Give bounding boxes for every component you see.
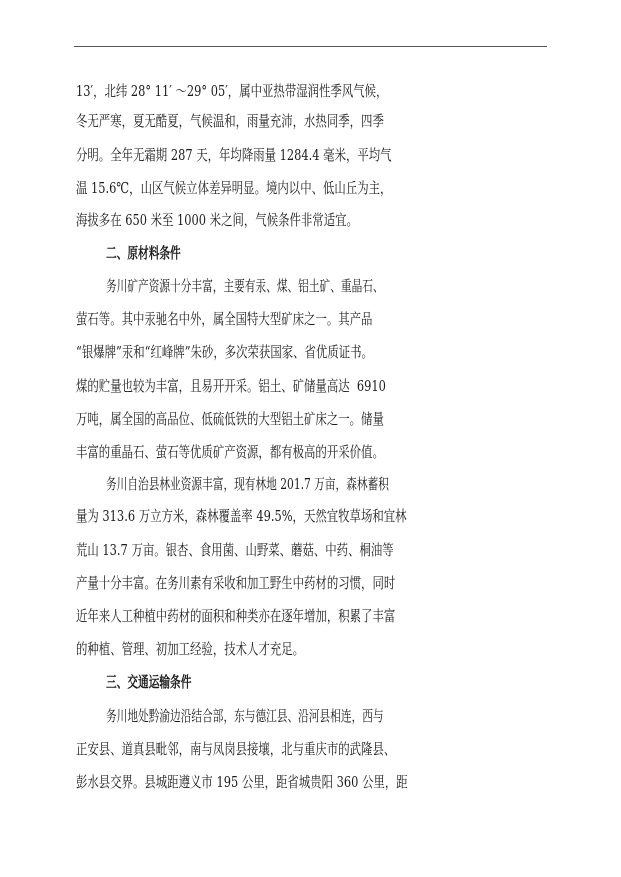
text-line: 煤的贮量也较为丰富，且易开开采。铝土、矿储量高达 6910 <box>76 377 386 395</box>
text-line: 近年来人工种植中药材的面积和种类亦在逐年增加，积累了丰富 <box>76 607 396 625</box>
header-rule <box>74 46 547 47</box>
text-line: 量为 313.6 万立方米，森林覆盖率 49.5%，天然宜牧草场和宜林 <box>76 507 407 525</box>
text-line: 13′，北纬 28° 11′ ～29° 05′，属中亚热带湿润性季风气候， <box>76 82 388 100</box>
text-line: 务川矿产资源十分丰富，主要有汞、煤、铝土矿、重晶石、 <box>106 277 384 295</box>
text-line: 正安县、道真县毗邻，南与凤岗县接壤，北与重庆市的武隆县、 <box>76 740 396 758</box>
text-line: 的种植、管理、初加工经验，技术人才充足。 <box>76 640 305 658</box>
section-heading: 三、交通运输条件 <box>106 673 192 691</box>
text-line: “银爆牌”汞和“红峰牌”朱砂，多次荣获国家、省优质证书。 <box>76 343 373 361</box>
text-line: 彭水县交界。县城距遵义市 195 公里，距省城贵阳 360 公里，距 <box>76 773 408 791</box>
text-line: 荒山 13.7 万亩。银杏、食用菌、山野菜、蘑菇、中药、桐油等 <box>76 541 394 559</box>
text-line: 海拔多在 650 米至 1000 米之间，气候条件非常适宜。 <box>76 211 358 229</box>
section-heading: 二、原材料条件 <box>106 244 181 262</box>
text-line: 万吨，属全国的高品位、低硫低铁的大型铝土矿床之一。储量 <box>76 410 384 428</box>
text-line: 分明。全年无霜期 287 天，年均降雨量 1284.4 毫米，平均气 <box>76 146 392 164</box>
text-line: 务川地处黔渝边沿结合部，东与德江县、沿河县相连，西与 <box>106 707 384 725</box>
text-line: 产量十分丰富。在务川素有采收和加工野生中药材的习惯，同时 <box>76 574 396 592</box>
text-line: 萤石等。其中汞驰名中外，属全国特大型矿床之一。其产品 <box>76 310 373 328</box>
text-line: 冬无严寒，夏无酷夏，气候温和，雨量充沛，水热同季，四季 <box>76 112 384 130</box>
text-line: 丰富的重晶石、萤石等优质矿产资源，都有极高的开采价值。 <box>76 443 384 461</box>
text-line: 务川自治县林业资源丰富，现有林地 201.7 万亩，森林蓄积 <box>106 475 389 493</box>
text-line: 温 15.6℃，山区气候立体差异明显。境内以中、低山丘为主， <box>76 179 392 197</box>
